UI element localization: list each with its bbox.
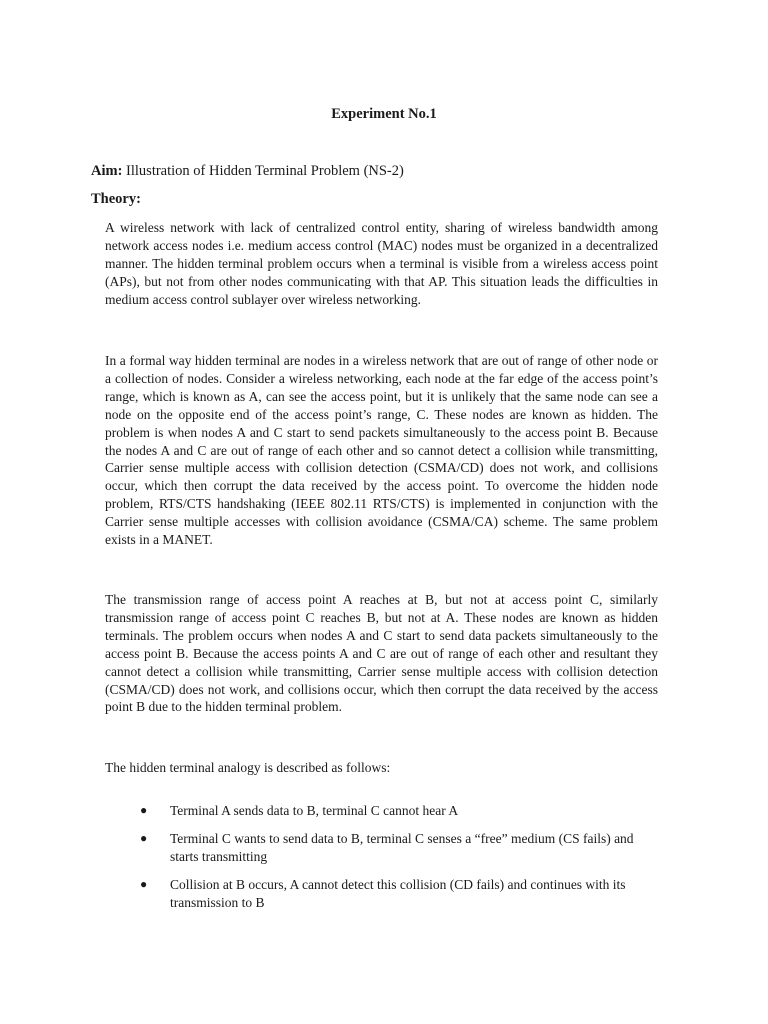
aim-label: Aim: xyxy=(91,163,123,179)
bullet-icon: ● xyxy=(140,803,148,817)
aim-text: Illustration of Hidden Terminal Problem (NS-2) xyxy=(122,163,404,179)
list-item-text: Terminal C wants to send data to B, terminal C senses a “free” medium (CS fails) and starts transmitting xyxy=(170,831,634,864)
list-item xyxy=(140,876,645,912)
list-item xyxy=(140,830,645,866)
aim-line xyxy=(91,161,404,181)
list-item xyxy=(140,802,645,820)
page-title: Experiment No.1 xyxy=(331,106,437,122)
bullet-icon: ● xyxy=(140,831,148,845)
theory-paragraph-3: The transmission range of access point A reaches at B, but not at access point C, similarly transmission range of access point C reaches B, but not at A. These nodes are known as hidden terminals. The problem occurs when nodes A and C start to send data packets simultaneously to the access point B. Because the access points A and C are out of range of each other and resultant they cannot detect a collision while transmitting, Carrier sense multiple access with collision detection (CSMA/CD) does not work, and collisions occur, which then corrupt the data received by the access point B due to the hidden terminal problem. xyxy=(105,592,658,715)
list-item-text: Collision at B occurs, A cannot detect this collision (CD fails) and continues with its transmission to B xyxy=(170,877,626,910)
theory-paragraph-1: A wireless network with lack of centralized control entity, sharing of wireless bandwidth among network access nodes i.e. medium access control (MAC) nodes must be organized in a decentralized manner. The hidden terminal problem occurs when a terminal is visible from a wireless access point (APs), but not from other nodes communicating with that AP. This situation leads the difficulties in medium access control sublayer over wireless networking. xyxy=(105,220,658,307)
bullet-icon: ● xyxy=(140,877,148,891)
list-item-text: Terminal A sends data to B, terminal C cannot hear A xyxy=(170,803,459,818)
theory-paragraph-2: In a formal way hidden terminal are nodes in a wireless network that are out of range of other node or a collection of nodes. Consider a wireless networking, each node at the far edge of the access point’s range, which is known as A, can see the access point, but it is unlikely that the same node can see a node on the opposite end of the access point’s range, C. These nodes are known as hidden. The problem is when nodes A and C start to send packets simultaneously to the access point B. Because the nodes A and C are out of range of each other and so cannot detect a collision while transmitting, Carrier sense multiple access with collision detection (CSMA/CD) does not work, and collisions occur, which then corrupt the data received by the access point. To overcome the hidden node problem, RTS/CTS handshaking (IEEE 802.11 RTS/CTS) is implemented in conjunction with the Carrier sense multiple accesses with collision avoidance (CSMA/CA) scheme. The same problem exists in a MANET. xyxy=(105,353,658,548)
theory-heading: Theory: xyxy=(91,191,141,207)
analogy-intro: The hidden terminal analogy is described as follows: xyxy=(105,760,391,775)
